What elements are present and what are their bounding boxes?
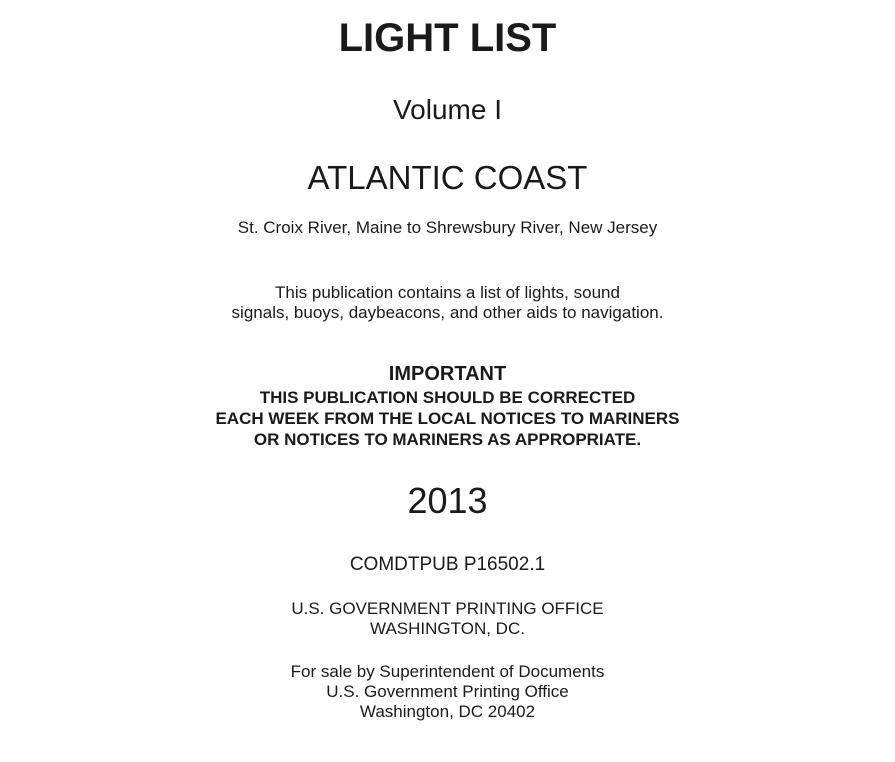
printer-block [0,599,895,639]
sale-block [0,662,895,722]
important-heading: IMPORTANT [388,363,507,385]
publication-number: COMDTPUB P16502.1 [349,554,546,575]
publication-description [0,283,895,323]
coast-heading: ATLANTIC COAST [307,159,588,196]
sale-line: Washington, DC 20402 [359,702,536,721]
description-line: This publication contains a list of lights, sound [275,283,620,302]
notice-line: EACH WEEK FROM THE LOCAL NOTICES TO MARINERS [215,409,680,428]
important-notice [0,387,895,450]
region-subtitle: St. Croix River, Maine to Shrewsbury River, New Jersey [237,218,658,237]
volume-label: Volume I [393,94,502,125]
notice-line: THIS PUBLICATION SHOULD BE CORRECTED [259,388,636,407]
printer-line: U.S. GOVERNMENT PRINTING OFFICE [291,599,604,618]
publication-year: 2013 [407,480,488,521]
sale-line: U.S. Government Printing Office [326,682,569,701]
sale-line: For sale by Superintendent of Documents [290,662,605,681]
printer-line: WASHINGTON, DC. [370,619,525,638]
description-line: signals, buoys, daybeacons, and other aids to navigation. [231,303,664,322]
notice-line: OR NOTICES TO MARINERS AS APPROPRIATE. [253,430,642,449]
document-title: LIGHT LIST [338,16,557,60]
